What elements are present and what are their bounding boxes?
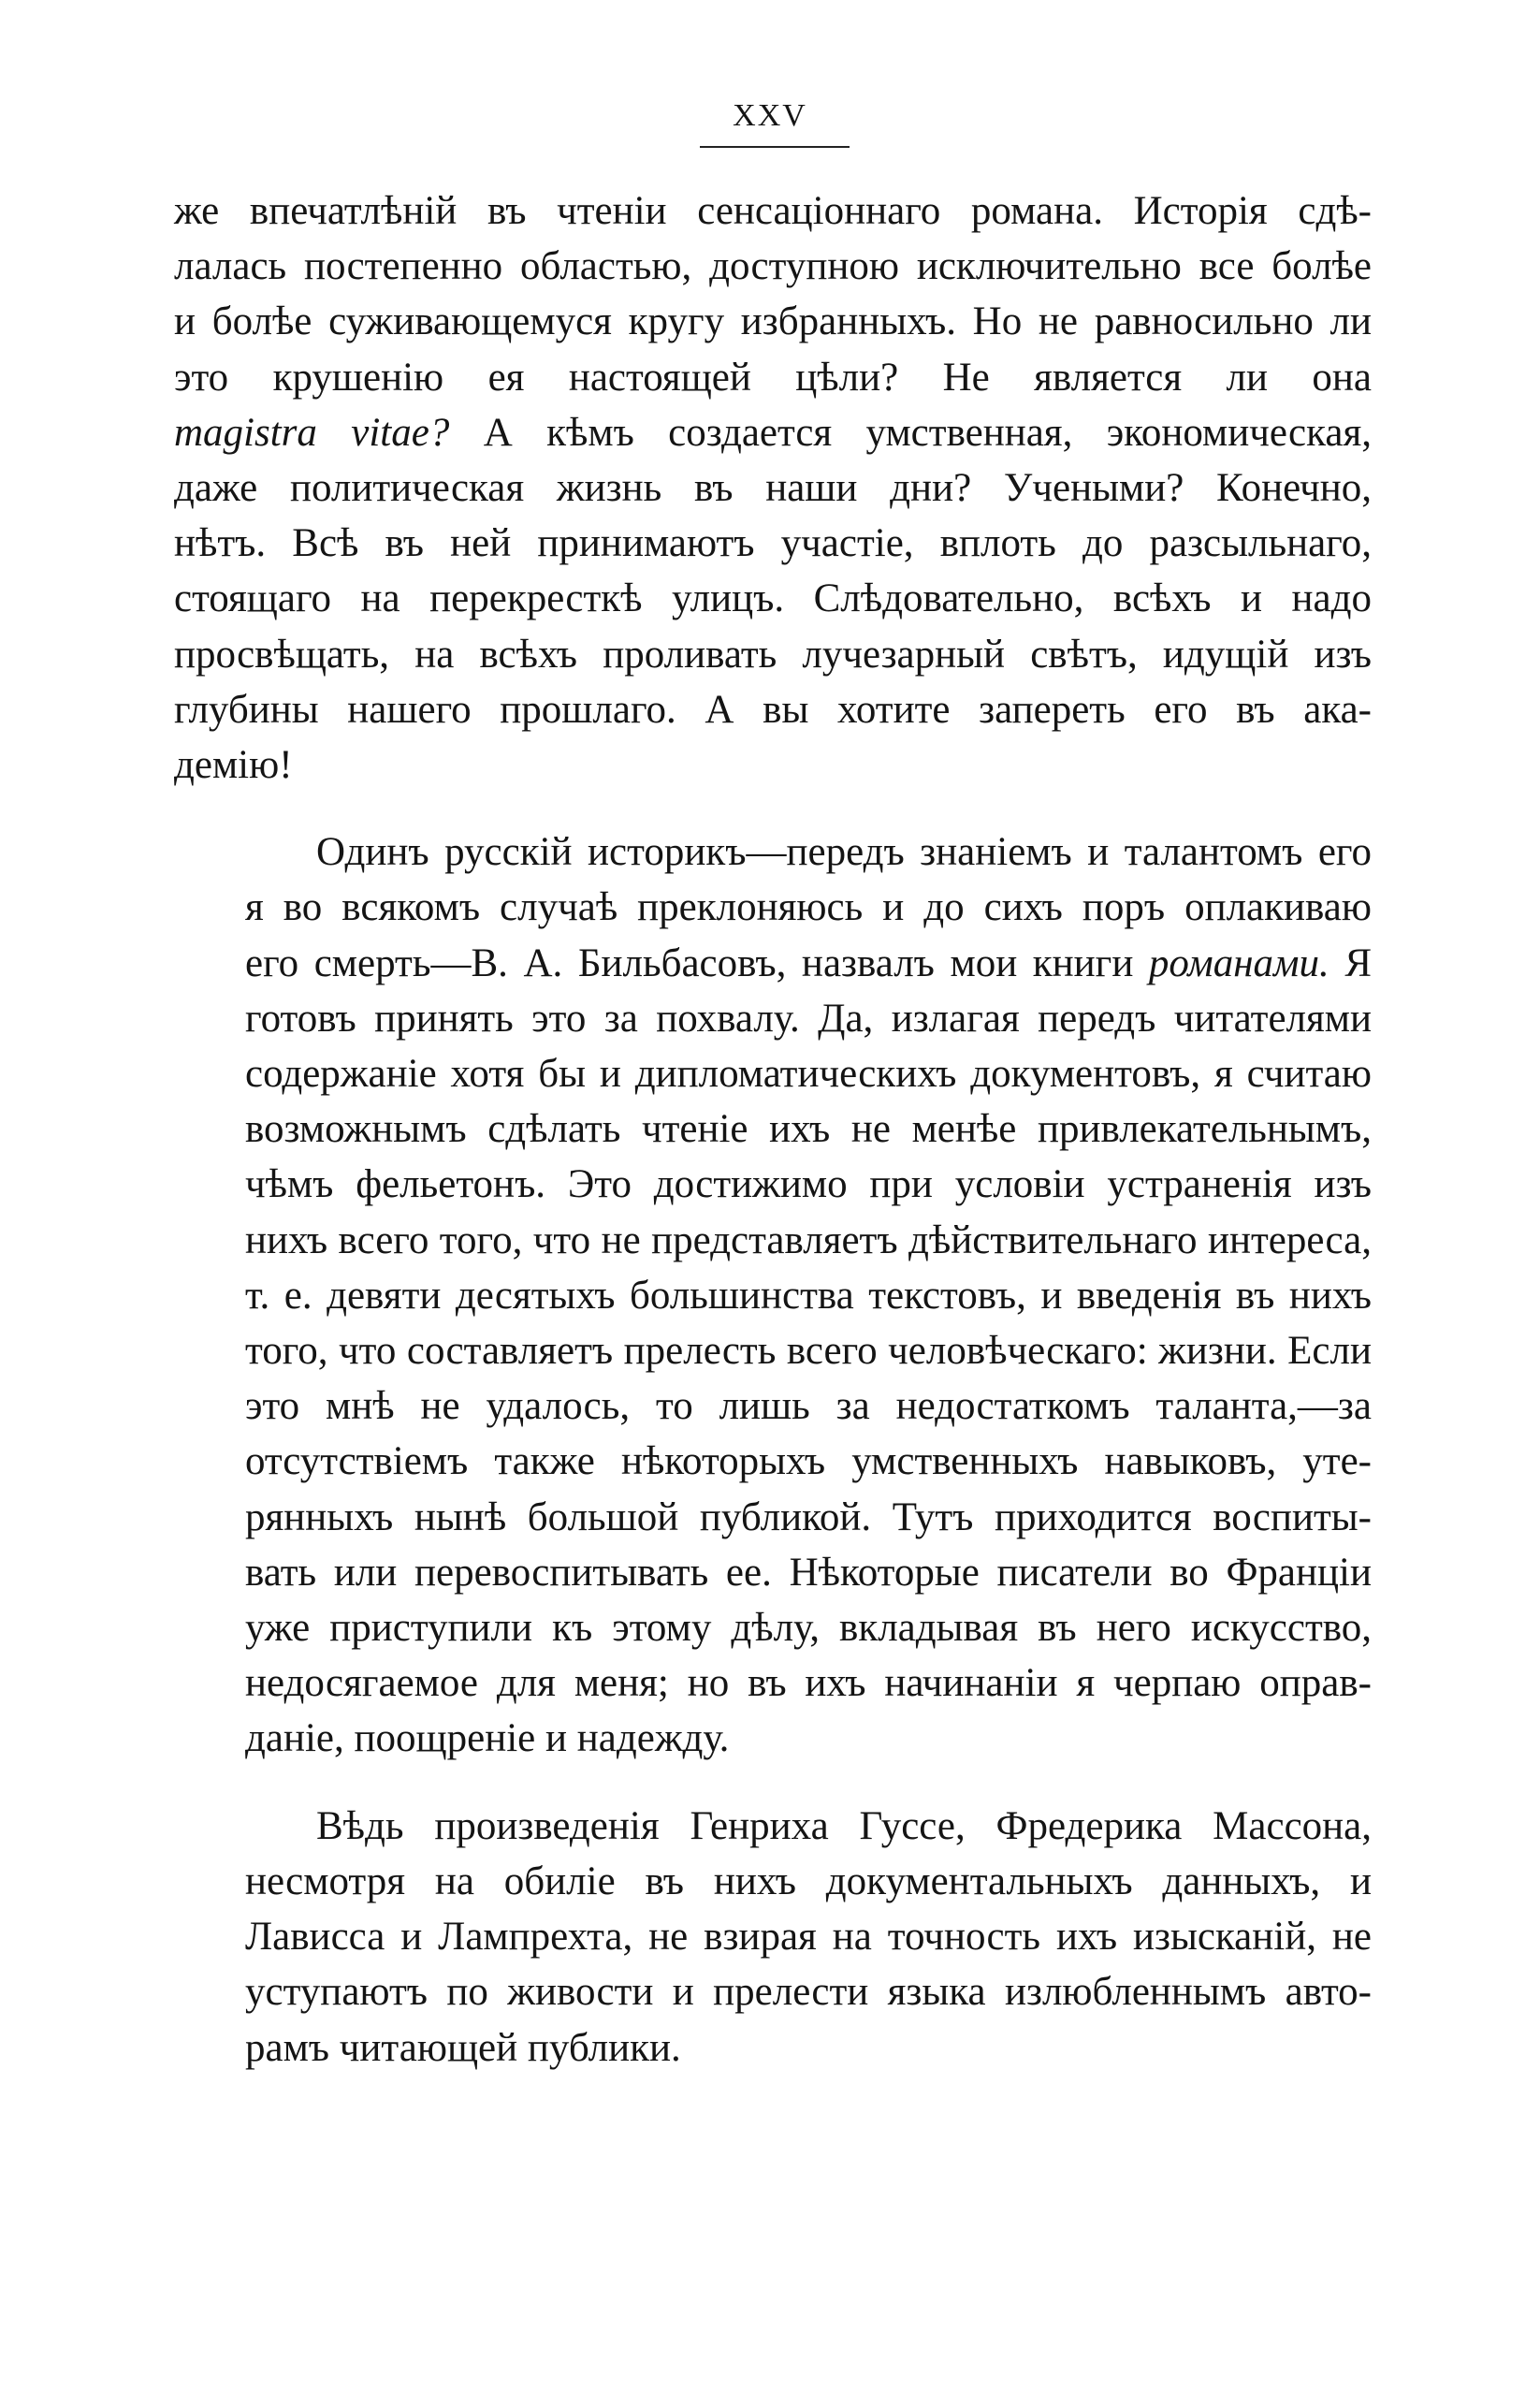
text-line: нихъ всего того, что не представляетъ дѣйствительнаго интереса, bbox=[245, 1217, 1372, 1262]
text-line: и болѣе суживающемуся кругу избранныхъ. Но не равносильно ли bbox=[174, 299, 1372, 344]
paragraph bbox=[174, 183, 1372, 793]
text-segment: А кѣмъ создается умственная, экономическая, bbox=[449, 410, 1372, 455]
italic-text: романами. bbox=[1148, 940, 1329, 985]
text-line: Одинъ русскій историкъ—передъ знаніемъ и талантомъ его bbox=[316, 830, 1372, 875]
text-line: готовъ принять это за похвалу. Да, излагая передъ читателями bbox=[245, 996, 1372, 1041]
text-segment: Я bbox=[1329, 940, 1373, 985]
text-line: же впечатлѣній въ чтеніи сенсаціоннаго романа. Исторія сдѣ- bbox=[174, 189, 1372, 233]
text-line: рамъ читающей публики. bbox=[245, 2025, 681, 2070]
text-line: лалась постепенно областью, доступною исключительно все болѣе bbox=[174, 244, 1372, 289]
text-line: это мнѣ не удалось, то лишь за недостаткомъ таланта,—за bbox=[245, 1384, 1372, 1429]
text-line: это крушенію ея настоящей цѣли? Не является ли она bbox=[174, 355, 1372, 400]
text-line: недосягаемое для меня; но въ ихъ начинаніи я черпаю оправ- bbox=[245, 1661, 1372, 1706]
text-line: содержаніе хотя бы и дипломатическихъ документовъ, я считаю bbox=[245, 1052, 1372, 1097]
text-line: чѣмъ фельетонъ. Это достижимо при условіи устраненія изъ bbox=[245, 1162, 1372, 1207]
text-line: я во всякомъ случаѣ преклоняюсь и до сихъ поръ оплакиваю bbox=[245, 885, 1372, 930]
text-line: вать или перевоспитывать ее. Нѣкоторые писатели во Франціи bbox=[245, 1550, 1372, 1595]
text-line bbox=[174, 936, 1372, 991]
text-line: нѣтъ. Всѣ въ ней принимаютъ участіе, вплоть до разсыльнаго, bbox=[174, 521, 1372, 566]
text-line: Вѣдь произведенія Генриха Гуссе, Фредерика Массона, bbox=[316, 1803, 1372, 1848]
text-line: т. е. девяти десятыхъ большинства текстовъ, и введенія въ нихъ bbox=[245, 1273, 1372, 1318]
header-rule bbox=[700, 146, 850, 148]
paragraph bbox=[174, 824, 1372, 1766]
text-line bbox=[174, 405, 1372, 460]
text-line: несмотря на обиліе въ нихъ документальныхъ данныхъ, и bbox=[245, 1858, 1372, 1903]
text-line: даніе, поощреніе и надежду. bbox=[245, 1716, 730, 1761]
page-number: XXV bbox=[733, 98, 807, 133]
text-line: глубины нашего прошлаго. А вы хотите запереть его въ ака- bbox=[174, 687, 1372, 732]
text-line: рянныхъ нынѣ большой публикой. Тутъ приходится воспиты- bbox=[245, 1494, 1372, 1539]
paragraph bbox=[174, 1799, 1372, 2076]
text-line: уже приступили къ этому дѣлу, вкладывая въ него искусство, bbox=[245, 1606, 1372, 1651]
italic-text: magistra vitae? bbox=[174, 410, 450, 455]
text-segment: его смерть—В. А. Бильбасовъ, назвалъ мои книги bbox=[245, 940, 1149, 985]
text-line: возможнымъ сдѣлать чтеніе ихъ не менѣе привлекательнымъ, bbox=[245, 1107, 1372, 1152]
text-line: просвѣщать, на всѣхъ проливать лучезарный свѣтъ, идущій изъ bbox=[174, 632, 1372, 677]
text-line: того, что составляетъ прелесть всего человѣческаго: жизни. Если bbox=[245, 1329, 1372, 1374]
text-line: Лависса и Лампрехта, не взирая на точность ихъ изысканій, не bbox=[245, 1915, 1372, 1960]
text-line: отсутствіемъ также нѣкоторыхъ умственныхъ навыковъ, уте- bbox=[245, 1439, 1372, 1484]
text-line: стоящаго на перекресткѣ улицъ. Слѣдовательно, всѣхъ и надо bbox=[174, 576, 1372, 621]
text-line: даже политическая жизнь въ наши дни? Учеными? Конечно, bbox=[174, 466, 1372, 511]
text-line: уступаютъ по живости и прелести языка излюбленнымъ авто- bbox=[245, 1970, 1372, 2015]
text-line: демію! bbox=[174, 743, 293, 788]
body-text bbox=[174, 183, 1372, 2076]
